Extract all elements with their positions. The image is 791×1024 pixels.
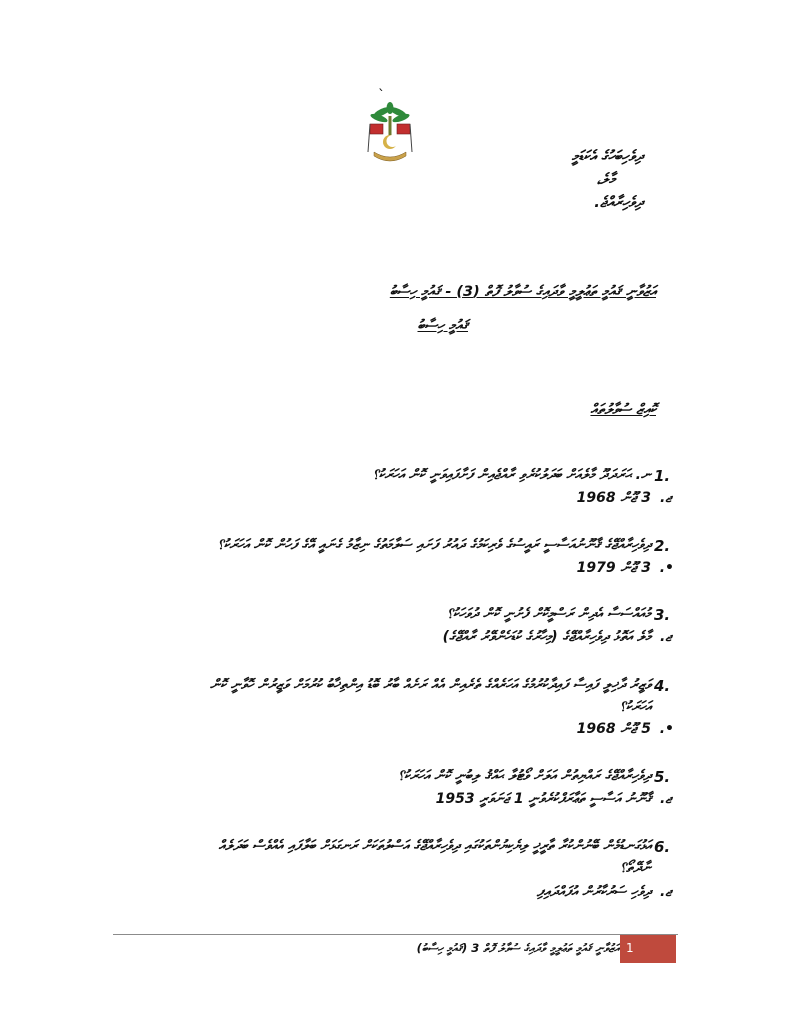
answer-bullet: ޖ. <box>660 629 672 645</box>
footer-divider <box>113 934 678 935</box>
answer-bullet: •. <box>659 721 674 737</box>
question-number: 4. <box>654 677 671 695</box>
document-subtitle: ޤައުމީ ހިސާބު <box>417 318 468 334</box>
org-name: ދިވެހިބަހުގެ އެކަޑަމީ <box>571 147 643 165</box>
answer-bullet: ޖ. <box>660 791 672 807</box>
answer-bullet: •. <box>659 560 674 576</box>
tick-mark: ˋ <box>378 88 385 104</box>
question-number: 6. <box>654 838 671 856</box>
section-heading: ކޮއިޒް ސުވާލުތައް <box>590 402 656 418</box>
question-number: 2. <box>654 537 671 555</box>
page-number-badge <box>620 935 676 963</box>
question-text: މުއައްސަސާ އެދިން ރަސްމީކޮށް ފެށުނީ ކޮން ދުވަހަކު؟ <box>446 606 651 622</box>
org-country: ދިވެހިރާއްޖެ. <box>594 193 643 211</box>
answer-text: ދިވެހި ސަރުކާރުން އުފައްދައިފި <box>536 884 651 900</box>
page-number: 1 <box>626 941 634 955</box>
answer-text: 5 ޖޫން 1968 <box>576 721 651 737</box>
question-number: 3. <box>654 606 671 624</box>
question-text: ވަޒީރު ދާޚިލީ ފައިސާ ފައިދާކުރުމުގެ އަހަރެއްގެ ތެރެއިން އެއް ރަށެއް ބާރު ބޮޑު އިންތިޚާބު ކުރުމަށް ވަޒީރުން ހޮވާނީ ކޮން <box>210 677 651 693</box>
question-text: ދިވެހިރާއްޖޭގެ ރައްޔިތުން އަލަށް ވޯޓުލާ ޙައްޤު ލިބުނީ ކޮން އަހަރަކު؟ <box>397 768 651 784</box>
answer-text: ޤާނޫނު އަސާސީ ތަޢާރަފްކުރެވުނީ 1 ޖަނަވަރީ 1953 <box>435 791 651 807</box>
answer-text: 3 ޖޫން 1979 <box>576 560 651 576</box>
question-number: 5. <box>654 768 671 786</box>
answer-text: 3 ޖޫން 1968 <box>576 490 651 506</box>
org-city: މާލެ، <box>596 170 615 188</box>
question-text-continued: އަހަރަކު؟ <box>619 699 651 715</box>
footer-title: އަޒުވާނީ ޤައުމީ ތަޢުލީމީ ވާދައިގެ ސުވާލު ފޮތް 3 (ޤައުމީ ހިސާބު) <box>416 941 619 955</box>
question-number: 1. <box>654 467 671 485</box>
question-text: އަޅުގަނޑުމެން ބޭނުންކުރާ ތާރީޚީ ލިޔެކިޔުންތަކުގައި ދިވެހިރާއްޖޭގެ އަސްލުތަކަށް ރަނގަޅަށް ބަލާފައި އެއްވެސް ބަދަލެއް <box>218 838 651 854</box>
document-title: އަޒުވާނީ ޤައުމީ ތަޢުލީމީ ވާދައިގެ ސުވާލު ފޮތް (3) - ޤައުމީ ހިސާބު <box>389 284 656 300</box>
answer-bullet: ޖ. <box>660 490 672 506</box>
state-emblem-icon <box>364 102 416 168</box>
answer-text: މާލެ އަތޮޅު ދިވެހިރާއްޖޭގެ (މިހާރުގެ ކުޑަހެންވޭރު ރާއްޖޭގެ) <box>442 629 651 645</box>
question-text: ނ. ޙަރަދަދޫ މާލެއަށް ބަދަލުކުރެވި ރާއްޖެއިން ފަށާފައިވަނީ ކޮން އަހަރަކު؟ <box>372 467 651 483</box>
answer-bullet: ޖ. <box>660 884 672 900</box>
question-text: ދިވެހިރާއްޖޭގެ ޤާނޫނުއަސާސީ ރައީސުގެ ވެރިކަމުގެ ދައުރު ފަށައި ސަލާމަތުގެ ނިޒާމު ގެނައީ އޭގެ ފަހުން ކޮން އަހަރަކު؟ <box>217 537 651 553</box>
question-text-continued: ނާދޭތޯ؟ <box>619 860 651 876</box>
